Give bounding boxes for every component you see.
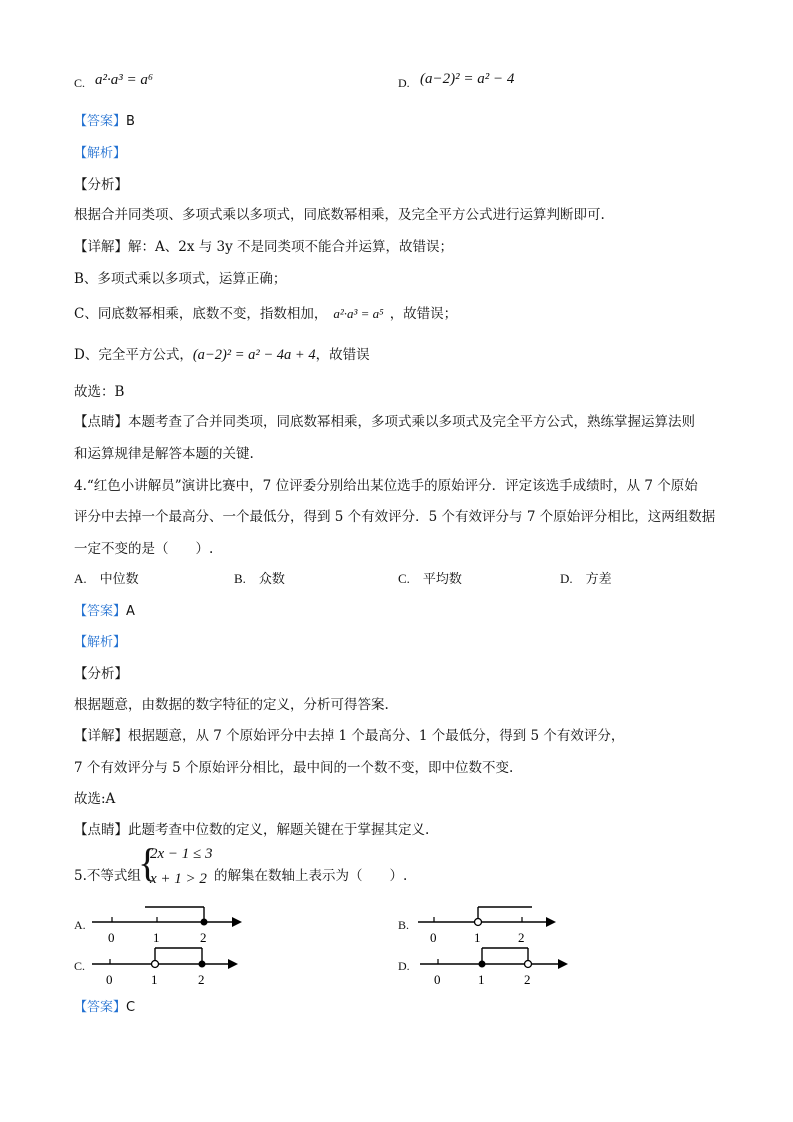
detail-d-prefix: D、完全平方公式， <box>74 347 193 363</box>
axis-arrow-icon <box>546 917 556 927</box>
tick-label-0: 0 <box>106 972 113 987</box>
open-dot-2 <box>525 961 532 968</box>
detail-c-expr: a²·a³ = a⁵ <box>333 306 384 321</box>
tick-label-2: 2 <box>518 930 525 945</box>
q4-stem-line3: 一定不变的是（ ）. <box>74 541 214 557</box>
tick-label-2: 2 <box>198 972 205 987</box>
choice-line: 故选:A <box>74 791 116 807</box>
tick-label-1: 1 <box>151 972 158 987</box>
axis-arrow-icon <box>232 917 242 927</box>
detail-d-expr: (a−2)² = a² − 4a + 4 <box>192 347 316 363</box>
q5-option-a-number-line <box>92 898 242 946</box>
comment-text: 此题考查中位数的定义，解题关键在于掌握其定义. <box>128 822 430 838</box>
system-brace: { <box>138 840 158 885</box>
q4-option-b: B. 众数 <box>234 571 285 586</box>
analysis-tag: 【解析】 <box>74 635 127 650</box>
detail-row-2: 7 个有效评分与 5 个原始评分相比，最中间的一个数不变，即中位数不变. <box>74 760 514 776</box>
q4-stem-line2: 评分中去掉一个最高分、一个最低分，得到 5 个有效评分．5 个有效评分与 7 个原始评分相比，这两组数据 <box>74 509 716 525</box>
detail-tag: 【详解】 <box>74 239 128 255</box>
axis-arrow-icon <box>558 959 568 969</box>
tick-label-0: 0 <box>108 930 115 945</box>
inequality-1: 2x − 1 ≤ 3 <box>150 846 213 862</box>
tick-label-0: 0 <box>434 972 441 987</box>
comment-row-1 <box>74 410 695 430</box>
q5-option-b-label: B. <box>398 918 410 932</box>
detail-row-c <box>74 302 457 322</box>
fenxi-tag: 【分析】 <box>74 177 128 193</box>
choice-line: 故选：B <box>74 384 125 400</box>
q4-option-a: A. 中位数 <box>74 571 139 586</box>
detail-row-d <box>74 343 370 364</box>
answer-tag: 【答案】 <box>74 1000 127 1015</box>
inequality-2: x + 1 > 2 <box>150 871 207 887</box>
option-d-expr-text: (a−2)² = a² − 4 <box>420 71 515 87</box>
tick-label-2: 2 <box>200 930 207 945</box>
q5-option-b-number-line <box>418 898 558 946</box>
tick-label-1: 1 <box>478 972 485 987</box>
detail-tag: 【详解】 <box>74 728 128 744</box>
fenxi-tag: 【分析】 <box>74 666 128 682</box>
detail-row-b: B、多项式乘以多项式，运算正确； <box>74 271 287 287</box>
q5-stem-suffix: 的解集在数轴上表示为（ ）. <box>214 868 408 884</box>
comment-tag: 【点睛】 <box>74 414 128 430</box>
option-c-label: C. <box>74 76 86 90</box>
comment-tag: 【点睛】 <box>74 822 128 838</box>
option-d-label: D. <box>398 76 410 90</box>
detail-a-text: 解：A、2x 与 3y 不是同类项不能合并运算，故错误； <box>128 239 454 255</box>
q5-option-d-label: D. <box>398 959 410 973</box>
q5-option-c-number-line <box>92 942 238 988</box>
comment-line1: 本题考查了合并同类项，同底数幂相乘，多项式乘以多项式及完全平方公式，熟练掌握运算法则 <box>128 414 695 430</box>
q5-option-a-label: A. <box>74 918 86 932</box>
answer-tag: 【答案】 <box>74 604 127 619</box>
closed-dot-2 <box>201 919 208 926</box>
q4-option-d: D. 方差 <box>560 571 612 586</box>
closed-dot-2 <box>199 961 206 968</box>
tick-label-1: 1 <box>153 930 160 945</box>
option-d-expression <box>420 71 514 88</box>
q4-answer-row <box>74 600 135 619</box>
q4-option-c: C. 平均数 <box>398 571 462 586</box>
q5-option-d-number-line <box>420 942 568 988</box>
answer-value: C <box>126 1000 136 1015</box>
comment-row <box>74 818 429 838</box>
tick-label-2: 2 <box>524 972 531 987</box>
closed-dot-1 <box>479 961 486 968</box>
open-dot-1 <box>152 961 159 968</box>
detail-row-a <box>74 235 453 255</box>
detail-d-suffix: ，故错误 <box>315 347 370 363</box>
option-c-expression <box>95 72 153 89</box>
detail-c-prefix: C、同底数幂相乘，底数不变，指数相加， <box>74 306 328 322</box>
fenxi-text: 根据题意，由数据的数字特征的定义，分析可得答案. <box>74 697 389 713</box>
q5-option-c-label: C. <box>74 959 86 973</box>
detail-row-1 <box>74 724 624 744</box>
detail-line1: 根据题意，从 7 个原始评分中去掉 1 个最高分、1 个最低分，得到 5 个有效评分， <box>128 728 625 744</box>
q3-answer-row <box>74 110 135 129</box>
q4-stem-line1: 4.“红色小讲解员”演讲比赛中，7 位评委分别给出某位选手的原始评分．评定该选手成绩时，从 7 个原始 <box>74 478 698 494</box>
answer-value: A <box>126 604 135 619</box>
tick-label-0: 0 <box>430 930 437 945</box>
answer-tag: 【答案】 <box>74 114 127 129</box>
comment-row-2: 和运算规律是解答本题的关键. <box>74 446 254 462</box>
detail-c-suffix: ，故错误； <box>389 306 458 322</box>
analysis-tag: 【解析】 <box>74 146 127 161</box>
tick-label-1: 1 <box>474 930 481 945</box>
open-dot-1 <box>475 919 482 926</box>
fenxi-text: 根据合并同类项、多项式乘以多项式，同底数幂相乘，及完全平方公式进行运算判断即可. <box>74 207 605 223</box>
q5-answer-row <box>74 996 135 1015</box>
option-c-expr-text: a²·a³ = a⁶ <box>95 72 154 88</box>
q5-stem-prefix: 5.不等式组 <box>74 868 141 884</box>
axis-arrow-icon <box>228 959 238 969</box>
answer-value: B <box>126 114 135 129</box>
